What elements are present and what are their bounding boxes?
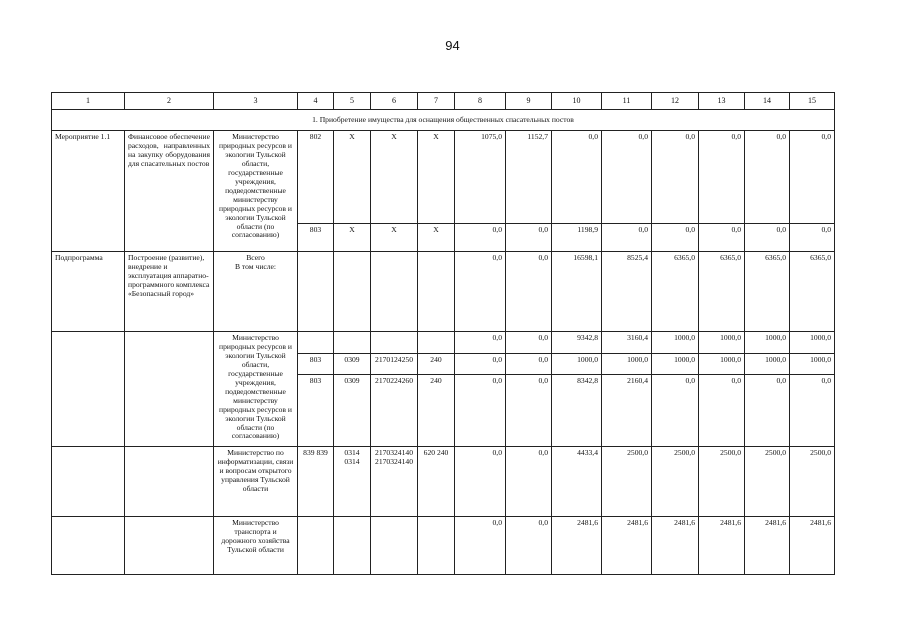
header-cell: 6 xyxy=(371,93,418,110)
value-cell: 2481,6 xyxy=(699,517,745,575)
header-cell: 10 xyxy=(552,93,602,110)
page-number: 94 xyxy=(445,38,460,53)
value-cell: 0,0 xyxy=(506,332,552,354)
header-cell: 11 xyxy=(602,93,652,110)
value-cell: 620 240 xyxy=(418,447,455,517)
budget-table xyxy=(51,92,835,575)
header-cell: 2 xyxy=(125,93,214,110)
table-row xyxy=(52,517,835,575)
value-cell: 0,0 xyxy=(745,375,790,447)
value-cell xyxy=(418,517,455,575)
value-cell xyxy=(371,332,418,354)
table-row xyxy=(52,447,835,517)
header-cell: 7 xyxy=(418,93,455,110)
value-cell: 1000,0 xyxy=(745,332,790,354)
value-cell: 1000,0 xyxy=(790,332,835,354)
header-cell: 1 xyxy=(52,93,125,110)
value-cell: 2160,4 xyxy=(602,375,652,447)
value-cell: 8342,8 xyxy=(552,375,602,447)
value-cell: 0,0 xyxy=(506,447,552,517)
header-cell: 9 xyxy=(506,93,552,110)
table-cell xyxy=(125,517,214,575)
subprogram-name: Подпрограмма xyxy=(52,252,125,332)
value-cell: 0,0 xyxy=(790,375,835,447)
value-cell: 0309 xyxy=(334,354,371,375)
value-cell: 803 xyxy=(298,354,334,375)
value-cell: 16598,1 xyxy=(552,252,602,332)
value-cell: 2170224260 xyxy=(371,375,418,447)
executor-cell: Министерство природных ресурсов и экологии Тульской области, государственные учреждения, подведомственные министерству природных ресурсов и экологии Тульской области (по согласованию) xyxy=(214,332,298,447)
table-cell xyxy=(125,447,214,517)
table-cell xyxy=(52,447,125,517)
value-cell: 8525,4 xyxy=(602,252,652,332)
value-cell xyxy=(298,332,334,354)
value-cell: 0,0 xyxy=(506,224,552,252)
value-cell: X xyxy=(371,224,418,252)
header-cell: 5 xyxy=(334,93,371,110)
value-cell: 0,0 xyxy=(506,354,552,375)
value-cell: 0,0 xyxy=(506,375,552,447)
value-cell xyxy=(334,517,371,575)
value-cell: 0,0 xyxy=(652,131,699,224)
value-cell: 0,0 xyxy=(790,131,835,224)
value-cell xyxy=(371,517,418,575)
value-cell: 2500,0 xyxy=(602,447,652,517)
value-cell: 0,0 xyxy=(699,375,745,447)
value-cell: 0,0 xyxy=(506,252,552,332)
value-cell: 2481,6 xyxy=(602,517,652,575)
value-cell: X xyxy=(334,224,371,252)
value-cell: 0,0 xyxy=(699,131,745,224)
value-cell: 6365,0 xyxy=(745,252,790,332)
value-cell: 1000,0 xyxy=(790,354,835,375)
value-cell: 1000,0 xyxy=(652,354,699,375)
value-cell: 0,0 xyxy=(652,224,699,252)
value-cell: 0,0 xyxy=(602,131,652,224)
value-cell: 0,0 xyxy=(602,224,652,252)
value-cell: 240 xyxy=(418,354,455,375)
value-cell xyxy=(418,332,455,354)
value-cell: 240 xyxy=(418,375,455,447)
value-cell: 9342,8 xyxy=(552,332,602,354)
value-cell: 2481,6 xyxy=(745,517,790,575)
header-cell: 8 xyxy=(455,93,506,110)
value-cell: X xyxy=(371,131,418,224)
value-cell: 1075,0 xyxy=(455,131,506,224)
header-cell: 4 xyxy=(298,93,334,110)
value-cell: 2170124250 xyxy=(371,354,418,375)
value-cell: 803 xyxy=(298,375,334,447)
total-label: Всего В том числе: xyxy=(214,252,298,332)
value-cell: 2481,6 xyxy=(790,517,835,575)
table-cell xyxy=(52,517,125,575)
value-cell: 1152,7 xyxy=(506,131,552,224)
value-cell: 2500,0 xyxy=(652,447,699,517)
value-cell: 1000,0 xyxy=(699,354,745,375)
value-cell: 1000,0 xyxy=(652,332,699,354)
header-cell: 12 xyxy=(652,93,699,110)
measure-name: Мероприятие 1.1 xyxy=(52,131,125,252)
value-cell: 0309 xyxy=(334,375,371,447)
value-cell: 0,0 xyxy=(455,252,506,332)
header-cell: 13 xyxy=(699,93,745,110)
table-cell xyxy=(125,332,214,447)
value-cell: 0,0 xyxy=(506,517,552,575)
header-cell: 15 xyxy=(790,93,835,110)
value-cell: 839 839 xyxy=(298,447,334,517)
executor-cell: Министерство природных ресурсов и экологии Тульской области, государственные учреждения, подведомственные министерству природных ресурсов и экологии Тульской области (по согласованию) xyxy=(214,131,298,252)
value-cell: 2500,0 xyxy=(745,447,790,517)
value-cell: 0,0 xyxy=(455,375,506,447)
value-cell: 0,0 xyxy=(552,131,602,224)
header-cell: 3 xyxy=(214,93,298,110)
value-cell: X xyxy=(418,131,455,224)
executor-cell: Министерство транспорта и дорожного хозяйства Тульской области xyxy=(214,517,298,575)
value-cell: 3160,4 xyxy=(602,332,652,354)
value-cell: 0,0 xyxy=(699,224,745,252)
value-cell: 0,0 xyxy=(745,224,790,252)
value-cell: 6365,0 xyxy=(652,252,699,332)
value-cell xyxy=(418,252,455,332)
value-cell: 1000,0 xyxy=(699,332,745,354)
value-cell: 2481,6 xyxy=(552,517,602,575)
value-cell: 1198,9 xyxy=(552,224,602,252)
value-cell: X xyxy=(334,131,371,224)
value-cell: 1000,0 xyxy=(602,354,652,375)
table-row xyxy=(52,93,835,110)
table-row xyxy=(52,332,835,354)
value-cell: 0,0 xyxy=(455,354,506,375)
table-row xyxy=(52,252,835,332)
value-cell: 803 xyxy=(298,224,334,252)
header-cell: 14 xyxy=(745,93,790,110)
value-cell: 0314 0314 xyxy=(334,447,371,517)
measure-description: Финансовое обеспечение расходов, направленных на закупку оборудования для спасательных постов xyxy=(125,131,214,252)
value-cell: 0,0 xyxy=(790,224,835,252)
value-cell: 0,0 xyxy=(455,517,506,575)
value-cell: 1000,0 xyxy=(745,354,790,375)
value-cell: 0,0 xyxy=(455,224,506,252)
value-cell: 0,0 xyxy=(745,131,790,224)
value-cell: 0,0 xyxy=(652,375,699,447)
value-cell xyxy=(371,252,418,332)
value-cell: 1000,0 xyxy=(552,354,602,375)
value-cell: 6365,0 xyxy=(699,252,745,332)
subprogram-description: Построение (развитие), внедрение и эксплуатация аппаратно-программного комплекса «Безопасный город» xyxy=(125,252,214,332)
value-cell xyxy=(298,517,334,575)
value-cell: 2500,0 xyxy=(699,447,745,517)
value-cell: 2500,0 xyxy=(790,447,835,517)
value-cell: 0,0 xyxy=(455,332,506,354)
value-cell: 802 xyxy=(298,131,334,224)
value-cell xyxy=(334,332,371,354)
table-row xyxy=(52,110,835,131)
value-cell: 2481,6 xyxy=(652,517,699,575)
value-cell: 0,0 xyxy=(455,447,506,517)
executor-cell: Министерство по информатизации, связи и вопросам открытого управления Тульской области xyxy=(214,447,298,517)
value-cell xyxy=(298,252,334,332)
section-title: 1. Приобретение имущества для оснащения общественных спасательных постов xyxy=(52,110,835,131)
value-cell: X xyxy=(418,224,455,252)
value-cell: 2170324140 2170324140 xyxy=(371,447,418,517)
value-cell xyxy=(334,252,371,332)
value-cell: 6365,0 xyxy=(790,252,835,332)
table-row xyxy=(52,131,835,224)
value-cell: 4433,4 xyxy=(552,447,602,517)
table-cell xyxy=(52,332,125,447)
